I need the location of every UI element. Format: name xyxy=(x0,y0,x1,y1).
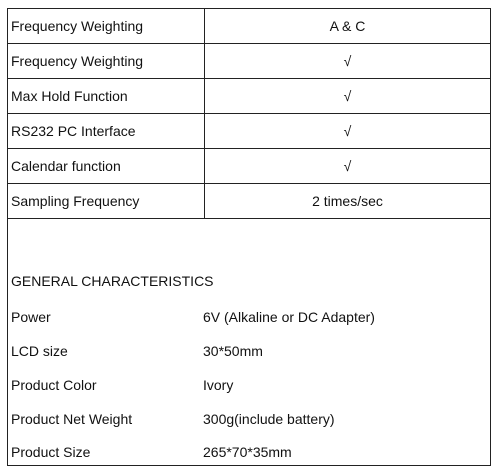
general-value: Ivory xyxy=(203,377,234,393)
spec-label: Sampling Frequency xyxy=(8,184,205,218)
spec-row-frequency-weighting-1 xyxy=(8,9,490,44)
spec-row-max-hold xyxy=(8,79,490,114)
spec-label: Frequency Weighting xyxy=(8,44,205,78)
general-row-lcd-size xyxy=(8,340,490,362)
general-value: 30*50mm xyxy=(203,343,263,359)
spec-value-checkmark: √ xyxy=(343,123,352,139)
spec-value-checkmark: √ xyxy=(343,88,352,104)
general-label: Product Color xyxy=(11,377,97,393)
spec-row-sampling-frequency xyxy=(8,184,490,219)
general-label: LCD size xyxy=(11,343,68,359)
general-characteristics-section xyxy=(8,219,490,465)
spec-value-checkmark: √ xyxy=(343,53,352,69)
spec-label: RS232 PC Interface xyxy=(8,114,205,148)
general-row-net-weight xyxy=(8,408,490,430)
general-value: 300g(include battery) xyxy=(203,411,335,427)
general-value: 265*70*35mm xyxy=(203,444,292,460)
general-row-product-color xyxy=(8,374,490,396)
spec-sheet xyxy=(7,8,491,466)
spec-label: Frequency Weighting xyxy=(8,9,205,43)
spec-value: A & C xyxy=(329,18,366,34)
general-label: Power xyxy=(11,309,51,325)
general-row-product-size xyxy=(8,441,490,463)
spec-label: Max Hold Function xyxy=(8,79,205,113)
general-label: Product Size xyxy=(11,444,91,460)
section-heading: GENERAL CHARACTERISTICS xyxy=(11,273,214,289)
general-value: 6V (Alkaline or DC Adapter) xyxy=(203,309,375,325)
spec-row-calendar xyxy=(8,149,490,184)
spec-row-frequency-weighting-2 xyxy=(8,44,490,79)
spec-value-checkmark: √ xyxy=(343,158,352,174)
general-row-power xyxy=(8,306,490,328)
spec-label: Calendar function xyxy=(8,149,205,183)
spec-row-rs232 xyxy=(8,114,490,149)
general-label: Product Net Weight xyxy=(11,411,133,427)
spec-value: 2 times/sec xyxy=(312,193,383,209)
